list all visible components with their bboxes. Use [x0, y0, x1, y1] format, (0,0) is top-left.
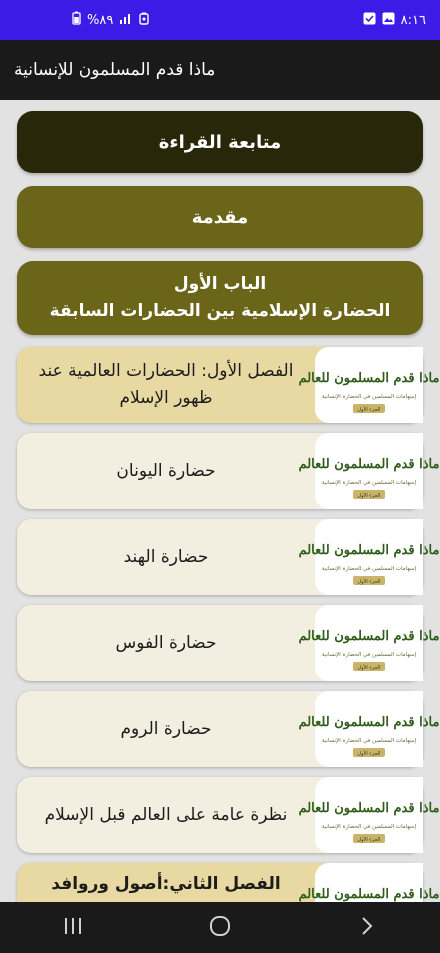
part-one-button[interactable]: [17, 261, 423, 335]
system-nav-bar: [0, 902, 440, 953]
app-title: ماذا قدم المسلمون للإنسانية: [14, 60, 216, 80]
recents-button[interactable]: [43, 908, 103, 948]
book-logo: [298, 608, 440, 678]
chapter-label: حضارة الفوس: [115, 632, 217, 653]
chapter-label: الفصل الثاني:أصول وروافد: [51, 874, 281, 894]
logo-title-text: ماذا قدم المسلمون للعالم: [298, 887, 440, 902]
chapter-list[interactable]: [0, 100, 440, 902]
continue-reading-label: متابعة القراءة: [158, 131, 282, 153]
recents-icon: [63, 917, 83, 939]
book-logo: [298, 350, 440, 420]
chapter-label: حضارة الروم: [120, 718, 212, 739]
book-logo: [298, 522, 440, 592]
chapter-label: حضارة اليونان: [116, 460, 216, 481]
chapter-thumbnail: [298, 433, 440, 509]
logo-badge-text: الجزء الأول: [357, 493, 381, 499]
back-icon: [360, 916, 374, 940]
intro-button[interactable]: [17, 186, 423, 248]
logo-subtitle-text: إسهامات المسلمين في الحضارة الإنسانية: [321, 394, 417, 400]
logo-badge-text: الجزء الأول: [357, 751, 381, 757]
notification-icon: [139, 12, 149, 29]
chapter-item-4[interactable]: [17, 605, 440, 681]
logo-title-text: ماذا قدم المسلمون للعالم: [298, 543, 440, 558]
home-icon: [209, 915, 231, 941]
chapter-item-3[interactable]: [17, 519, 440, 595]
chapter-thumbnail: [298, 519, 440, 595]
message-icon: [363, 12, 376, 29]
chapter-thumbnail: [298, 691, 440, 767]
logo-subtitle-text: إسهامات المسلمين في الحضارة الإنسانية: [321, 652, 417, 658]
chapter-label: حضارة الهند: [123, 546, 209, 567]
part-one-subtitle: الحضارة الإسلامية بين الحضارات السابقة: [49, 301, 391, 321]
logo-badge-text: الجزء الأول: [357, 837, 381, 843]
signal-icon: [119, 12, 133, 28]
logo-title-text: ماذا قدم المسلمون للعالم: [298, 801, 440, 816]
battery-percent: %٨٩: [87, 12, 114, 28]
chapter-item-1[interactable]: [17, 347, 440, 423]
chapter-label: الفصل الأول: الحضارات العالمية عند ظهور الإسلام: [38, 361, 294, 408]
book-logo: [298, 436, 440, 506]
chapter-item-2[interactable]: [17, 433, 440, 509]
home-button[interactable]: [190, 908, 250, 948]
status-time: ٨:١٦: [400, 12, 426, 28]
intro-label: مقدمة: [191, 206, 249, 228]
status-left: [72, 11, 149, 29]
back-button[interactable]: [337, 908, 397, 948]
chapter-label: نظرة عامة على العالم قبل الإسلام: [44, 804, 288, 825]
battery-icon: [72, 11, 81, 29]
app-bar: [0, 40, 440, 100]
book-logo: [298, 780, 440, 850]
logo-title-text: ماذا قدم المسلمون للعالم: [298, 457, 440, 472]
logo-subtitle-text: إسهامات المسلمين في الحضارة الإنسانية: [321, 566, 417, 572]
status-right: [363, 12, 426, 29]
chapter-item-6[interactable]: [17, 777, 440, 853]
status-bar: [0, 0, 440, 40]
book-logo: [298, 694, 440, 764]
continue-reading-button[interactable]: [17, 111, 423, 173]
gallery-icon: [382, 12, 395, 29]
logo-title-text: ماذا قدم المسلمون للعالم: [298, 715, 440, 730]
chapter-thumbnail: [298, 777, 440, 853]
logo-badge-text: الجزء الأول: [357, 407, 381, 413]
logo-subtitle-text: إسهامات المسلمين في الحضارة الإنسانية: [321, 824, 417, 830]
logo-title-text: ماذا قدم المسلمون للعالم: [298, 629, 440, 644]
part-one-title: الباب الأول: [173, 274, 267, 294]
logo-badge-text: الجزء الأول: [357, 665, 381, 671]
logo-title-text: ماذا قدم المسلمون للعالم: [298, 371, 440, 386]
chapter-thumbnail: [298, 605, 440, 681]
logo-subtitle-text: إسهامات المسلمين في الحضارة الإنسانية: [321, 738, 417, 744]
chapter-thumbnail: [298, 347, 440, 423]
chapter-item-5[interactable]: [17, 691, 440, 767]
logo-subtitle-text: إسهامات المسلمين في الحضارة الإنسانية: [321, 480, 417, 486]
logo-badge-text: الجزء الأول: [357, 579, 381, 585]
